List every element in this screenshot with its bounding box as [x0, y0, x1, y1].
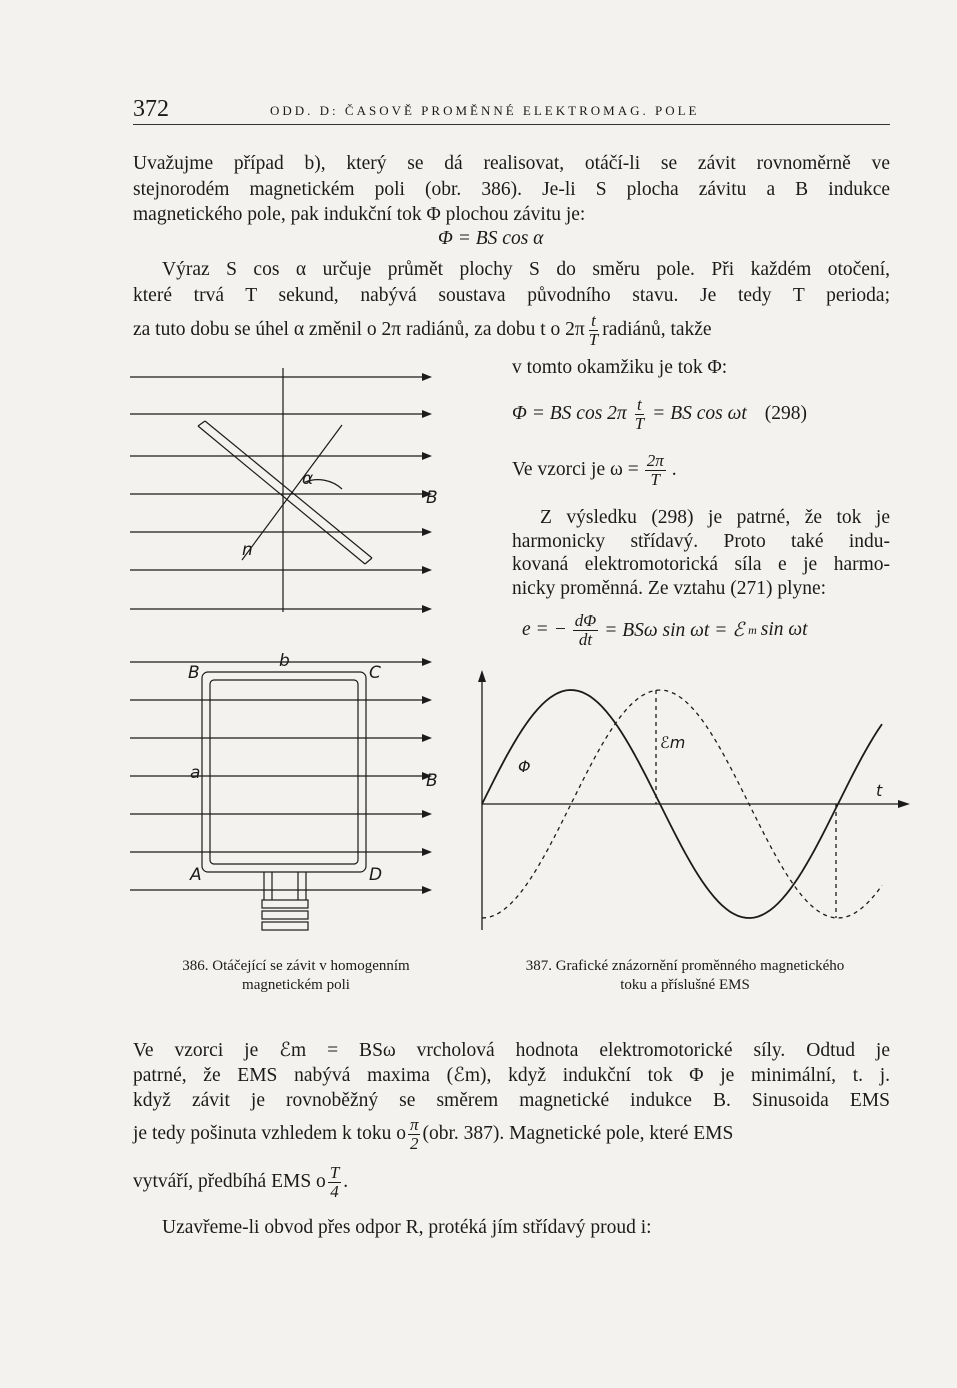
label-B-field-top: B	[426, 488, 438, 508]
fraction-denominator: T	[650, 469, 660, 489]
fraction	[587, 312, 600, 349]
figure-387	[470, 660, 910, 950]
text-fragment: za tuto dobu se úhel α změnil o 2π radiánů, za dobu t o 2π	[133, 319, 585, 341]
label-em: ℰm	[660, 733, 686, 752]
figure-386	[120, 360, 450, 950]
equation-emf	[522, 612, 808, 649]
text-fragment: radiánů, takže	[602, 319, 712, 341]
fraction-denominator: T	[588, 329, 599, 349]
fraction-numerator: T	[329, 1163, 340, 1182]
fraction-numerator: t	[591, 311, 596, 330]
label-C: C	[369, 663, 381, 683]
fraction	[645, 452, 666, 489]
text-line: Z výsledku (298) je patrné, že tok je	[540, 507, 890, 528]
figure-386-caption	[133, 957, 459, 995]
equation-part: Φ = BS cos 2π	[512, 403, 627, 425]
running-header: ODD. D: ČASOVĚ PROMĚNNÉ ELEKTROMAG. POLE	[270, 103, 700, 118]
text-line: které trvá T sekund, nabývá soustava původního stavu. Je tedy T perioda;	[133, 285, 890, 306]
page-number: 372	[133, 96, 169, 122]
fraction-denominator: T	[634, 413, 645, 433]
caption-line: magnetickém poli	[242, 977, 350, 993]
label-B-corner: B	[188, 663, 200, 683]
fraction	[573, 612, 598, 649]
equation-flux: Φ = BS cos α	[438, 228, 544, 249]
text-line: v tomto okamžiku je tok Φ:	[512, 357, 728, 378]
fraction-denominator: 2	[409, 1133, 419, 1153]
fraction-numerator: t	[637, 395, 642, 414]
text-line-omega	[512, 452, 677, 489]
equation-part: sin ωt	[760, 619, 808, 641]
fraction-denominator: dt	[578, 629, 593, 649]
text-fragment: je tedy pošinuta vzhledem k toku o	[133, 1123, 406, 1145]
header-rule	[133, 124, 890, 125]
equation-number: (298)	[764, 403, 808, 425]
fraction-numerator: 2π	[646, 451, 664, 470]
label-alpha: α	[302, 469, 314, 489]
text-line: kovaná elektromotorická síla e je harmo-	[512, 554, 890, 575]
text-fragment: .	[671, 459, 677, 481]
label-t: t	[876, 781, 883, 800]
text-fragment: Ve vzorci je ω =	[512, 459, 639, 481]
text-line-fraction	[133, 312, 890, 349]
equation-subscript: m	[748, 622, 757, 637]
text-line: Výraz S cos α určuje průmět plochy S do směru pole. Při každém otočení,	[162, 259, 890, 280]
text-line: Uzavřeme-li obvod přes odpor R, protéká jím střídavý proud i:	[162, 1217, 652, 1238]
fraction	[328, 1164, 341, 1201]
text-line: magnetického pole, pak indukční tok Φ plochou závitu je:	[133, 204, 586, 225]
label-n: n	[242, 540, 253, 560]
label-b: b	[279, 651, 290, 671]
text-fragment: .	[343, 1171, 349, 1193]
text-line: stejnorodém magnetickém poli (obr. 386). Je-li S plocha závitu a B indukce	[133, 179, 890, 200]
fraction-numerator: π	[409, 1115, 419, 1134]
figure-387-caption	[470, 957, 900, 995]
label-a: a	[190, 763, 201, 783]
equation-part: e = −	[522, 619, 567, 641]
fraction-numerator: dΦ	[574, 611, 597, 630]
fraction	[408, 1116, 421, 1153]
label-phi: Φ	[518, 757, 531, 776]
equation-part: = BSω sin ωt = ℰ	[604, 620, 745, 642]
text-line: patrné, že EMS nabývá maxima (ℰm), když indukční tok Φ je minimální, t. j.	[133, 1065, 890, 1086]
label-B-field-bottom: B	[426, 771, 438, 791]
label-A: A	[190, 865, 202, 885]
text-line: Uvažujme případ b), který se dá realisovat, otáčí-li se závit rovnoměrně ve	[133, 153, 890, 174]
text-line: Ve vzorci je ℰm = BSω vrcholová hodnota elektromotorické síly. Odtud je	[133, 1040, 890, 1061]
caption-line: toku a příslušné EMS	[620, 977, 750, 993]
text-line: harmonicky střídavý. Proto také indu-	[512, 531, 890, 552]
text-line: když závit je rovnoběžný se směrem magnetické indukce B. Sinusoida EMS	[133, 1090, 890, 1111]
text-line-fraction	[133, 1164, 348, 1201]
fraction	[633, 396, 646, 433]
fraction-denominator: 4	[330, 1181, 339, 1201]
text-fragment: (obr. 387). Magnetické pole, které EMS	[422, 1123, 734, 1145]
label-D: D	[369, 865, 383, 885]
caption-line: 387. Grafické znázornění proměnného magnetického	[525, 958, 845, 974]
text-line-fraction	[133, 1116, 890, 1153]
text-fragment: vytváří, předbíhá EMS o	[133, 1171, 326, 1193]
caption-line: 386. Otáčející se závit v homogenním	[182, 958, 410, 974]
equation-298	[512, 396, 807, 433]
equation-part: = BS cos ωt	[652, 403, 747, 425]
text-line: nicky proměnná. Ze vztahu (271) plyne:	[512, 578, 827, 599]
